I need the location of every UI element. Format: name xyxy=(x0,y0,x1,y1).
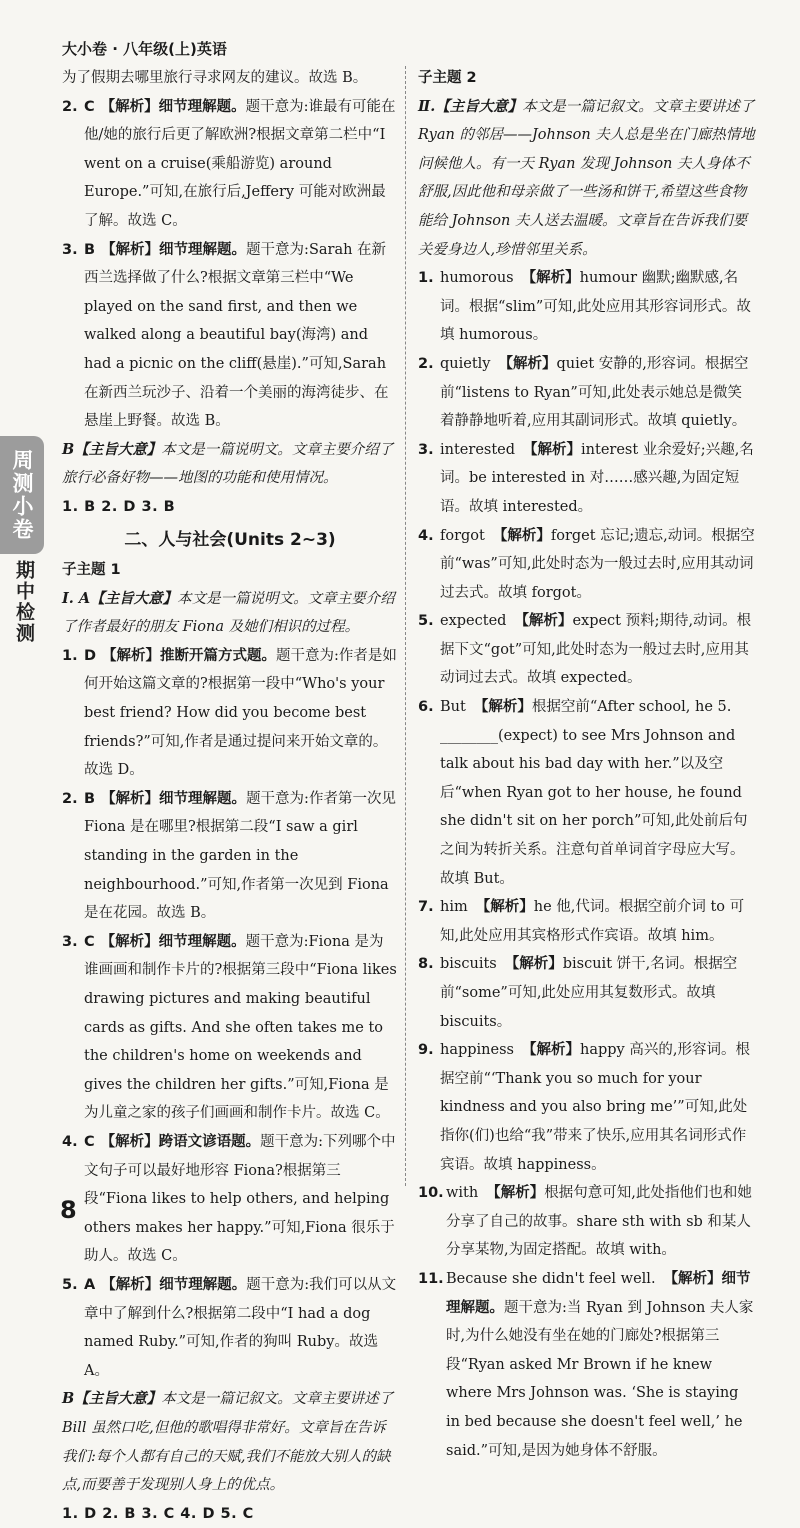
item-explanation: biscuit 饼干,名词。根据空前“some”可知,此处应用其复数形式。故填 biscuits。 xyxy=(440,956,738,1030)
answer-item-right-a6 xyxy=(418,693,756,893)
item-answer: expected xyxy=(440,613,507,630)
item-number: 1. xyxy=(62,647,78,664)
item-explanation: 题干意为:我们可以从文章中了解到什么?根据第二段中“I had a dog named Ruby.”可知,作者的狗叫 Ruby。故选 A。 xyxy=(84,1276,397,1379)
item-answer: him xyxy=(440,899,468,916)
item-explanation: 题干意为:Fiona 是为谁画画和制作卡片的?根据第三段中“Fiona likes drawing pictures and making beautiful cards as gifts. And she often takes me to the children's home on weekends and gives the children her gifts.”可知,Fiona 是为儿童之家的孩子们画画和制作卡片。故选 C。 xyxy=(84,933,397,1122)
answer-item-left-q2 xyxy=(62,93,398,236)
item-answer: But xyxy=(440,699,466,716)
item-explanation: 根据空前“After school, he 5. ________(expect) to see Mrs Johnson and talk about his bad day with her.”以及空后“when Ryan got to her house, he found she didn't sit on her porch”可知,此处前后句之间为转折关系。注意句首单词首字母应大写。故填 But。 xyxy=(440,699,748,887)
item-tag: 【解析】 xyxy=(522,1041,580,1059)
side-tab-label: 周测小卷 xyxy=(10,449,34,541)
item-tag: 【解析】细节理解题。 xyxy=(100,97,246,115)
item-tag: 【解析】跨语文谚语题。 xyxy=(100,1132,261,1150)
item-number: 3. xyxy=(62,933,78,950)
answer-item-right-a11 xyxy=(418,1265,756,1465)
item-answer: forgot xyxy=(440,527,485,544)
item-number: 4. xyxy=(62,1133,78,1150)
item-answer: with xyxy=(446,1185,479,1202)
item-number: 10. xyxy=(418,1185,444,1202)
item-tag: 【解析】 xyxy=(473,698,532,716)
column-divider xyxy=(405,66,406,1186)
item-number: 2. xyxy=(62,98,78,115)
item-number: 6. xyxy=(418,699,434,716)
answer-item-right-a7 xyxy=(418,893,756,950)
item-answer: D xyxy=(84,647,97,664)
answer-item-right-a10 xyxy=(418,1179,756,1265)
answer-item-left-p5 xyxy=(62,1271,398,1385)
answer-item-right-a3 xyxy=(418,436,756,522)
item-number: 3. xyxy=(62,241,78,258)
item-number: 8. xyxy=(418,956,434,973)
item-tag: 【解析】 xyxy=(492,526,551,544)
item-answer: quietly xyxy=(440,355,491,372)
answer-item-right-a2 xyxy=(418,350,756,436)
summary-tag: Ⅱ.【主旨大意】 xyxy=(418,97,523,115)
item-tag: 【解析】 xyxy=(523,440,582,458)
item-answer: biscuits xyxy=(440,956,497,973)
right-column xyxy=(418,64,756,1465)
item-number: 4. xyxy=(418,527,434,544)
item-tag: 【解析】细节理解题。 xyxy=(101,789,247,807)
summary-text: 本文是一篇记叙文。文章主要讲述了 Ryan 的邻居——Johnson 夫人总是坐在门廊热情地问候他人。有一天 Ryan 发现 Johnson 夫人身体不舒服,因此他和母亲做了一些汤和饼干,希望这些食物能给 Johnson 夫人送去温暖。文章旨在告诉我们要关爱身边人,珍惜邻里关系。 xyxy=(418,98,755,258)
summary-text: 本文是一篇说明文。文章主要介绍了旅行必备好物——地图的功能和使用情况。 xyxy=(62,441,394,487)
answer-item-right-a5 xyxy=(418,607,756,693)
answer-item-left-q3 xyxy=(62,236,398,436)
answer-item-left-p1 xyxy=(62,642,398,785)
item-tag: 【解析】细节理解题。 xyxy=(101,1275,247,1293)
item-tag: 【解析】 xyxy=(486,1184,545,1202)
item-tag: 【解析】 xyxy=(514,612,573,630)
answer-item-right-a8 xyxy=(418,950,756,1036)
summary-b1 xyxy=(62,436,398,493)
item-explanation: 题干意为:Sarah 在新西兰选择做了什么?根据文章第三栏中“We played on the sand first, and then we walked along a beautiful bay(海湾) and had a picnic on the cliff(悬崖).”可知,Sarah 在新西兰玩沙子、沿着一个美丽的海湾徒步、在悬崖上野餐。故选 B。 xyxy=(84,241,389,430)
item-explanation: 题干意为:作者是如何开始这篇文章的?根据第一段中“Who's your best friend? How did you become best friends?”可知,作者是通过提问来开始文章的。故选 D。 xyxy=(84,647,397,779)
item-tag: 【解析】细节理解题。 xyxy=(100,932,246,950)
item-number: 9. xyxy=(418,1042,434,1059)
answer-item-right-a1 xyxy=(418,264,756,350)
intro-text: 为了假期去哪里旅行寻求网友的建议。故选 B。 xyxy=(62,70,368,86)
answer-item-left-p3 xyxy=(62,928,398,1128)
item-answer: C xyxy=(84,98,95,115)
item-answer: happiness xyxy=(440,1042,514,1059)
answer-key-b1: 1. B 2. D 3. B xyxy=(62,498,176,515)
item-number: 7. xyxy=(418,899,434,916)
item-explanation: 题干意为:当 Ryan 到 Johnson 夫人家时,为什么她没有坐在她的门廊处?根据第三段“Ryan asked Mr Brown if he knew where Mrs Johnson was. ‘She is staying in bed because she doesn't feel well,’ he said.”可知,是因为她身体不舒服。 xyxy=(446,1299,754,1459)
item-tag: 【解析】推断开篇方式题。 xyxy=(102,646,277,664)
item-explanation: expect 预料;期待,动词。根据下文“got”可知,此处时态为一般过去时,应用其动词过去式。故填 expected。 xyxy=(440,613,752,687)
item-answer: humorous xyxy=(440,270,514,287)
item-tag: 【解析】细节理解题。 xyxy=(101,240,247,258)
item-number: 11. xyxy=(418,1270,444,1287)
item-explanation: happy 高兴的,形容词。根据空前“‘Thank you so much for your kindness and you also bring me’”可知,此处指你(们)也给“我”带来了快乐,应用其名词形式作宾语。故填 happiness。 xyxy=(440,1042,750,1173)
summary-tag: B【主旨大意】 xyxy=(62,1390,162,1408)
side-tab xyxy=(0,436,44,554)
item-answer: C xyxy=(84,933,95,950)
answer-item-left-p2 xyxy=(62,785,398,928)
summary-text: 本文是一篇说明文。文章主要介绍了作者最好的朋友 Fiona 及她们相识的过程。 xyxy=(62,590,395,636)
item-explanation: 题干意为:作者第一次见 Fiona 是在哪里?根据第二段“I saw a girl standing in the garden in the neighbourhood.”可知,作者第一次见到 Fiona 是在花园。故选 B。 xyxy=(84,790,396,922)
summary-text: 本文是一篇记叙文。文章主要讲述了 Bill 虽然口吃,但他的歌唱得非常好。文章旨在告诉我们:每个人都有自己的天赋,我们不能放大别人的缺点,而要善于发现别人身上的优点。 xyxy=(62,1391,394,1494)
section-title: 二、人与社会(Units 2~3) xyxy=(124,529,336,550)
item-answer: C xyxy=(84,1133,95,1150)
item-tag: 【解析】 xyxy=(475,898,534,916)
item-number: 1. xyxy=(418,270,434,287)
answer-key-b2: 1. D 2. B 3. C 4. D 5. C xyxy=(62,1505,254,1522)
summary-b2 xyxy=(62,1385,398,1499)
item-number: 3. xyxy=(418,441,434,458)
left-column xyxy=(62,64,398,1528)
summary-ii xyxy=(418,93,756,265)
summary-tag: B【主旨大意】 xyxy=(62,440,162,458)
book-header: 大小卷 · 八年级(上)英语 xyxy=(62,40,227,58)
answer-item-left-p4 xyxy=(62,1128,398,1271)
item-explanation: 题干意为:下列哪个中文句子可以最好地形容 Fiona?根据第三段“Fiona likes to help others, and helping others makes her happy.”可知,Fiona 很乐于助人。故选 C。 xyxy=(84,1133,396,1265)
item-number: 2. xyxy=(62,790,78,807)
item-explanation: quiet 安静的,形容词。根据空前“listens to Ryan”可知,此处表示她总是微笑着静静地听着,应用其副词形式。故填 quietly。 xyxy=(440,355,749,430)
item-explanation: forget 忘记;遗忘,动词。根据空前“was”可知,此处时态为一般过去时,应用其动词过去式。故填 forgot。 xyxy=(440,527,755,601)
item-number: 2. xyxy=(418,355,434,372)
answer-item-right-a9 xyxy=(418,1036,756,1179)
item-tag: 【解析】 xyxy=(521,269,580,287)
answer-item-right-a4 xyxy=(418,522,756,608)
summary-i xyxy=(62,585,398,642)
item-tag: 【解析】 xyxy=(504,955,563,973)
item-answer: interested xyxy=(440,441,516,458)
item-number: 5. xyxy=(62,1276,78,1293)
item-answer: Because she didn't feel well. xyxy=(446,1270,656,1287)
page-number: 8 xyxy=(60,1196,77,1224)
item-answer: B xyxy=(84,790,96,807)
item-explanation: 根据句意可知,此处指他们也和她分享了自己的故事。share sth with sb 和某人分享某物,为固定搭配。故填 with。 xyxy=(446,1185,752,1259)
summary-tag: Ⅰ. A【主旨大意】 xyxy=(62,589,178,607)
item-explanation: humour 幽默;幽默感,名词。根据“slim”可知,此处应用其形容词形式。故填 humorous。 xyxy=(440,270,751,344)
item-explanation: he 他,代词。根据空前介词 to 可知,此处应用其宾格形式作宾语。故填 him。 xyxy=(440,899,745,944)
item-number: 5. xyxy=(418,613,434,630)
sub-theme-title: 子主题 1 xyxy=(62,562,121,579)
item-answer: B xyxy=(84,241,96,258)
item-tag: 【解析】 xyxy=(498,354,557,372)
item-explanation: interest 业余爱好;兴趣,名词。be interested in 对……感兴趣,为固定短语。故填 interested。 xyxy=(440,441,754,515)
item-explanation: 题干意为:谁最有可能在他/她的旅行后更了解欧洲?根据文章第二栏中“I went on a cruise(乘船游览) around Europe.”可知,在旅行后,Jeffery 可能对欧洲最了解。故选 C。 xyxy=(84,98,396,229)
sub-theme-title: 子主题 2 xyxy=(418,70,477,86)
item-tag: 【解析】细节理解题。 xyxy=(446,1269,751,1316)
item-answer: A xyxy=(84,1276,96,1293)
side-section-label: 期中检测 xyxy=(13,560,35,644)
